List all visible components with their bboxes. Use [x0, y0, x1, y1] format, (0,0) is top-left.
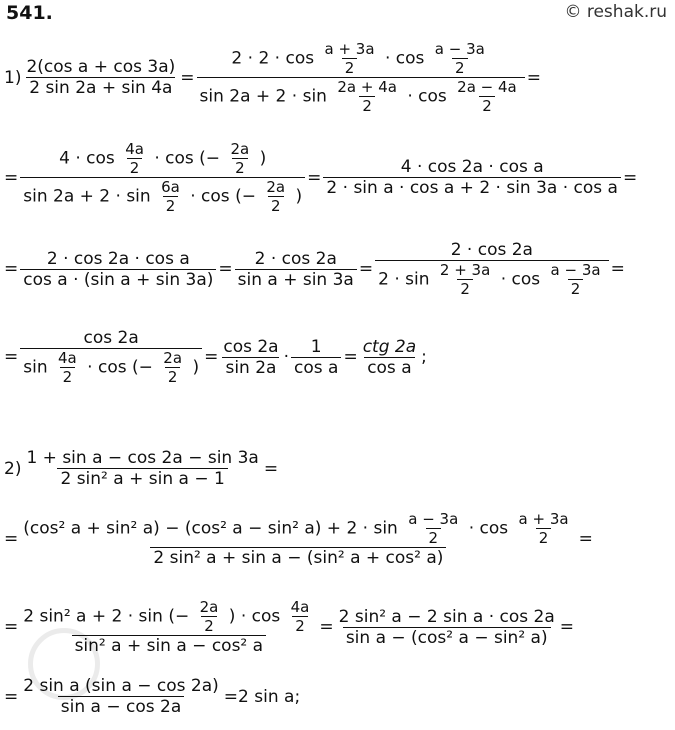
equals-sign: =	[622, 167, 638, 188]
denominator: 2 · sin a · cos a + 2 · sin 3a · cos a	[323, 177, 621, 198]
numerator: a − 3a	[434, 40, 485, 58]
numerator: 2a	[163, 349, 183, 367]
fraction	[516, 510, 572, 547]
text: · cos	[240, 606, 281, 627]
fraction	[122, 140, 147, 177]
fraction	[437, 261, 493, 298]
equals-sign: =	[263, 458, 279, 479]
numerator: 1 + sin a − cos 2a − sin 3a	[26, 448, 259, 468]
text: (−	[199, 148, 221, 169]
result: 2 sin a	[238, 686, 295, 707]
fraction	[227, 140, 252, 177]
denominator: 2	[60, 367, 76, 386]
numerator: 2 · cos 2a	[254, 248, 337, 269]
equals-sign: =	[319, 617, 334, 637]
denominator: 2	[292, 616, 308, 635]
denominator	[20, 348, 202, 386]
denominator: 2	[268, 196, 284, 215]
part2-label: 2)	[4, 458, 22, 479]
denominator: 2 sin² a + sin a − (sin² a + cos² a)	[150, 547, 446, 568]
fraction	[20, 140, 305, 215]
denominator	[197, 77, 525, 115]
numerator	[228, 40, 492, 77]
part2-line2	[4, 510, 593, 568]
fraction	[405, 510, 461, 547]
equals-sign: =	[4, 686, 19, 707]
equals-sign: =	[204, 347, 219, 367]
numerator: a + 3a	[324, 40, 375, 58]
numerator: cos 2a	[223, 336, 279, 357]
text: ;	[421, 347, 427, 367]
equals-sign: =	[358, 259, 374, 279]
denominator: 2	[479, 96, 495, 115]
denominator: cos a · (sin a + sin 3a)	[20, 269, 216, 290]
fraction	[235, 249, 357, 290]
text: · cos	[468, 518, 509, 539]
text: (−	[235, 186, 256, 207]
fraction	[220, 337, 281, 378]
text: · cos	[87, 357, 127, 378]
denominator: cos a	[364, 357, 414, 378]
equals-sign: =	[4, 617, 19, 637]
denominator: 2	[165, 367, 181, 386]
denominator: 2	[201, 616, 217, 635]
text: (−	[168, 606, 190, 627]
part1-line1	[4, 40, 541, 115]
text: (cos² a + sin² a) − (cos² a − sin² a) + 2 · sin	[23, 518, 398, 539]
numerator: 2 · cos 2a · cos a	[46, 248, 190, 269]
numerator: 2a	[199, 598, 219, 616]
fraction	[23, 57, 178, 98]
text: · cos	[190, 186, 230, 207]
equals-sign: =	[4, 167, 19, 188]
text: ·	[283, 347, 289, 367]
part1-label: 1)	[4, 67, 22, 88]
denominator: 2	[452, 58, 468, 77]
fraction	[55, 349, 80, 386]
fraction	[334, 78, 400, 115]
fraction	[197, 40, 525, 115]
copyright-watermark-icon	[28, 628, 100, 700]
denominator: sin² a + sin a − cos² a	[72, 635, 267, 656]
text: )	[295, 186, 303, 207]
text: )	[259, 148, 267, 169]
text: sin 2a + 2 · sin	[23, 186, 151, 207]
part2-line1	[4, 448, 278, 489]
denominator	[20, 177, 305, 215]
numerator: 2 sin a (sin a − cos 2a)	[23, 676, 219, 696]
denominator: sin a + sin 3a	[235, 269, 357, 290]
denominator: 2	[342, 58, 358, 77]
denominator: 2	[457, 279, 473, 298]
numerator: 2a	[266, 178, 286, 196]
equals-sign: =	[343, 347, 358, 367]
equals-sign: =	[559, 617, 575, 637]
fraction	[20, 510, 576, 568]
text: )	[192, 357, 200, 378]
denominator: 2	[359, 96, 375, 115]
equals-sign: =	[578, 529, 593, 549]
fraction	[323, 157, 621, 198]
equals-sign: =	[4, 259, 19, 279]
numerator: 2a − 4a	[457, 78, 517, 96]
problem-number: 541.	[6, 2, 53, 24]
text: · cos	[500, 269, 541, 290]
denominator: 2 sin 2a + sin 4a	[26, 77, 175, 98]
part1-line3	[4, 240, 625, 298]
numerator: a + 3a	[518, 510, 569, 528]
text: (−	[132, 357, 153, 378]
fraction	[375, 240, 608, 298]
denominator: 2	[163, 196, 179, 215]
denominator: sin 2a	[222, 357, 279, 378]
text: 2 · 2 · cos	[231, 48, 315, 69]
denominator: cos a	[291, 357, 341, 378]
fraction	[360, 337, 419, 378]
equals-sign: =	[223, 686, 239, 707]
numerator: cos 2a	[83, 328, 139, 348]
equals-sign: =	[4, 347, 19, 367]
text: )	[228, 606, 236, 627]
denominator	[375, 260, 608, 298]
numerator	[20, 510, 576, 547]
numerator: 4a	[290, 598, 310, 616]
denominator: 2 sin² a + sin a − 1	[57, 468, 227, 489]
fraction	[432, 40, 488, 77]
text: · cos	[154, 148, 194, 169]
text: 2 sin² a + 2 · sin	[23, 606, 163, 627]
numerator: 4 · cos 2a · cos a	[400, 157, 544, 177]
numerator: 6a	[161, 178, 180, 196]
numerator: 4a	[125, 140, 144, 158]
numerator: 2 sin² a − 2 sin a · cos 2a	[338, 606, 555, 627]
fraction	[336, 607, 558, 648]
numerator: 2 · cos 2a	[450, 240, 533, 260]
text: 2 · sin	[378, 269, 430, 290]
text: sin	[23, 357, 48, 378]
numerator: 2a + 4a	[337, 78, 397, 96]
denominator: 2	[232, 158, 248, 177]
part1-line4	[4, 328, 427, 386]
equals-sign: =	[526, 67, 541, 88]
equals-sign: =	[307, 167, 322, 188]
denominator: sin a − (cos² a − sin² a)	[343, 627, 551, 648]
numerator	[56, 140, 269, 177]
fraction	[20, 249, 216, 290]
fraction	[322, 40, 378, 77]
denominator: 2	[127, 158, 143, 177]
text: 4 · cos	[59, 148, 115, 169]
numerator: 2 + 3a	[439, 261, 491, 279]
denominator: sin a − cos 2a	[58, 696, 184, 717]
equals-sign: =	[180, 67, 195, 88]
fraction	[20, 328, 202, 386]
fraction	[288, 598, 313, 635]
site-watermark-text: © reshak.ru	[564, 2, 667, 22]
numerator: ctg 2a	[362, 336, 417, 357]
equals-sign: =	[218, 259, 233, 279]
numerator: 1	[310, 336, 322, 357]
numerator: 4a	[58, 349, 77, 367]
denominator: 2	[426, 528, 442, 547]
fraction	[197, 598, 222, 635]
fraction	[160, 349, 185, 386]
equals-sign: =	[610, 259, 625, 279]
text: · cos	[407, 86, 447, 107]
denominator: 2	[536, 528, 552, 547]
numerator: a − 3a	[550, 261, 601, 279]
denominator: 2	[568, 279, 584, 298]
fraction	[23, 448, 261, 489]
fraction	[291, 337, 341, 378]
numerator: a − 3a	[408, 510, 459, 528]
text: sin 2a + 2 · sin	[199, 86, 327, 107]
equals-sign: =	[4, 529, 19, 549]
text: ;	[294, 686, 301, 707]
fraction	[454, 78, 520, 115]
fraction	[158, 178, 183, 215]
text: · cos	[384, 48, 425, 69]
fraction	[548, 261, 604, 298]
part1-line2	[4, 140, 637, 215]
fraction	[263, 178, 288, 215]
numerator: 2a	[230, 140, 250, 158]
numerator: 2(cos a + cos 3a)	[26, 57, 176, 77]
